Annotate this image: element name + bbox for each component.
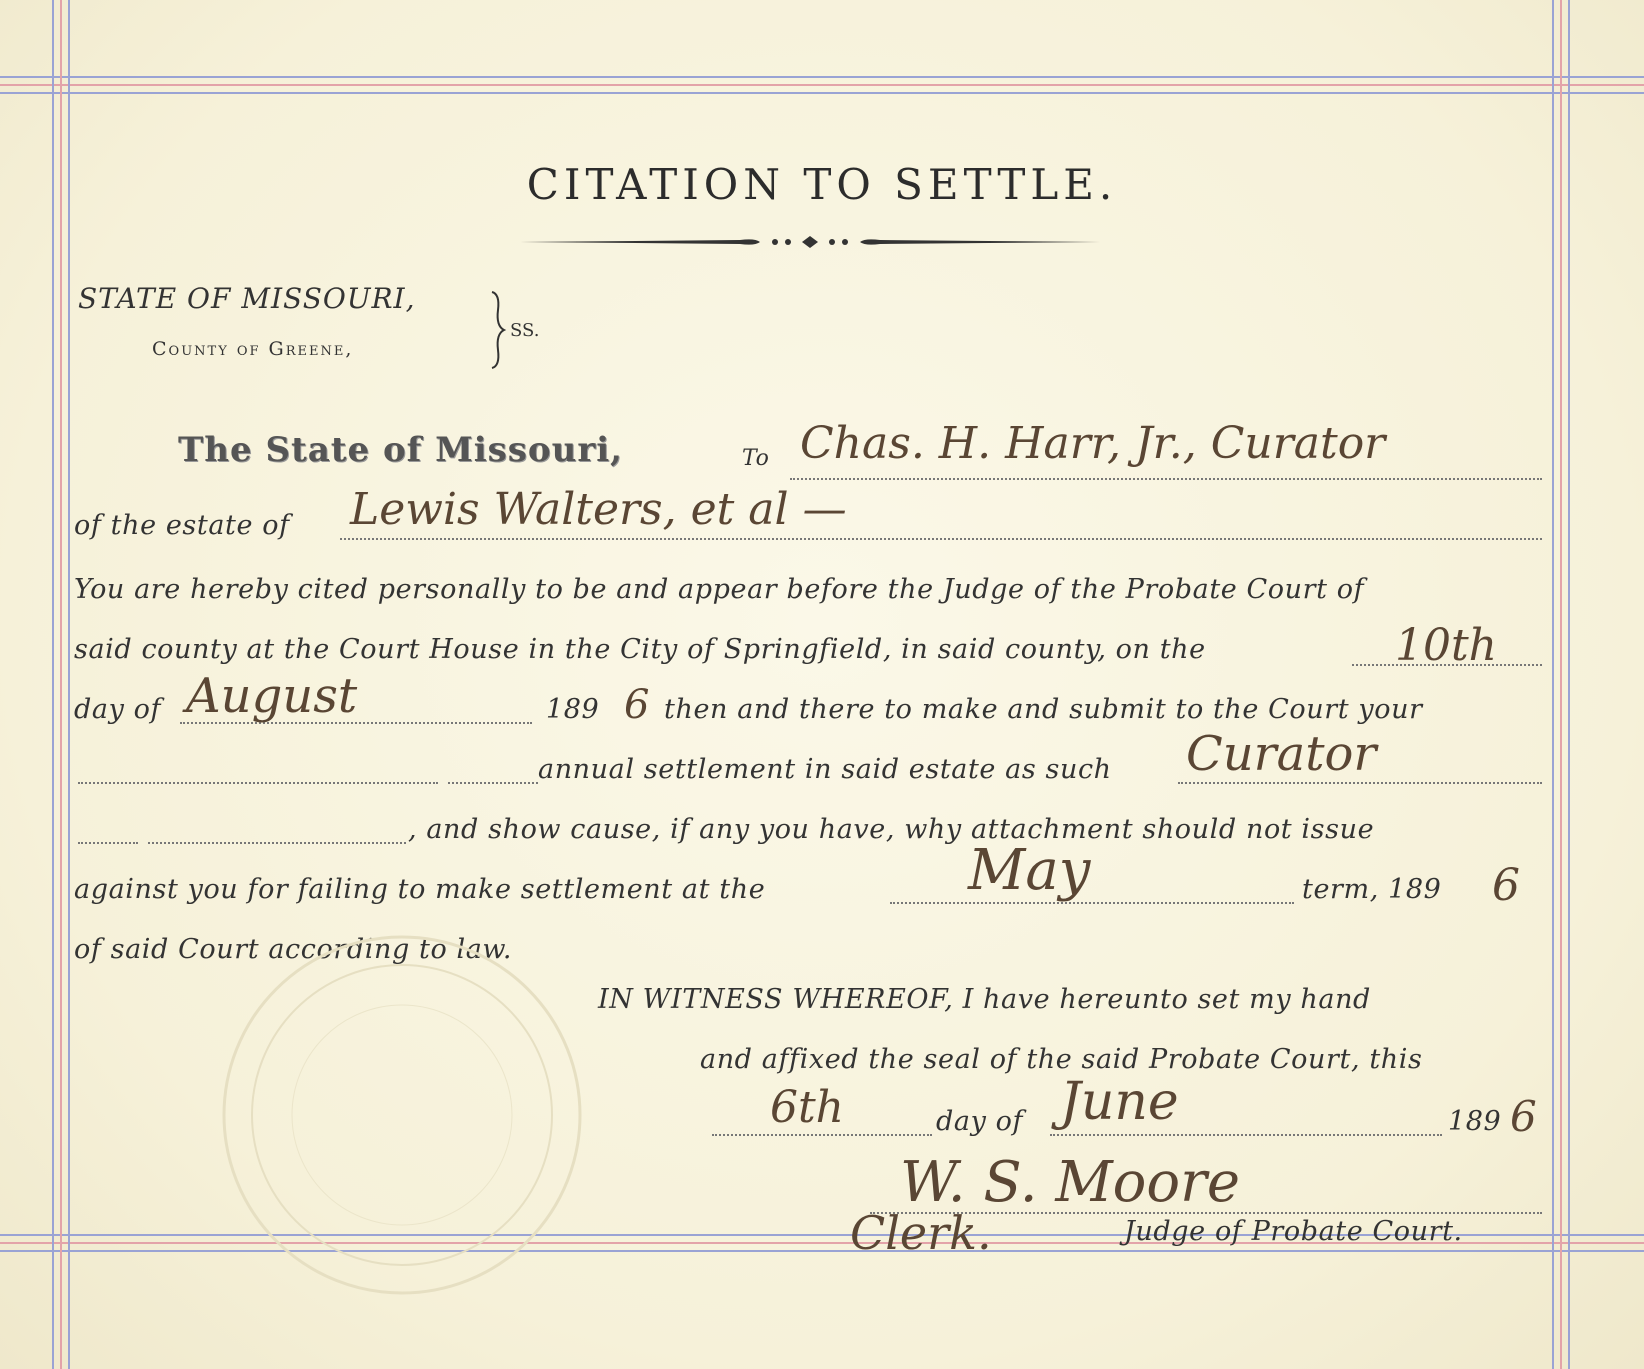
witness-line-2: and affixed the seal of the said Probate Court, this [700, 1044, 1423, 1075]
venue-county: County of Greene, [152, 338, 354, 360]
body-line-1: You are hereby cited personally to be and appear before the Judge of the Probate Court of [74, 574, 1365, 605]
body-line-6-suffix: term, 189 [1302, 874, 1442, 905]
witness-year-digit-handwriting: 6 [1510, 1092, 1537, 1141]
capacity-line [1178, 782, 1542, 784]
judge-label: Judge of Probate Court. [1124, 1216, 1463, 1247]
recipient-line [790, 478, 1542, 480]
capacity-handwriting: Curator [1186, 726, 1377, 782]
witness-month-handwriting: June [1060, 1072, 1179, 1132]
blank-line [448, 782, 538, 784]
recipient-handwriting: Chas. H. Harr, Jr., Curator [800, 418, 1386, 469]
year-prefix: 189 [546, 694, 600, 725]
document-title: CITATION TO SETTLE. [526, 160, 1118, 209]
blank-line [78, 842, 138, 844]
month-handwriting: August [186, 668, 358, 724]
body-line-7: of said Court according to law. [74, 934, 513, 965]
estate-line [340, 538, 1542, 540]
witness-day-line [712, 1134, 932, 1136]
witness-day-label: day of [936, 1106, 1024, 1137]
border-rule [0, 92, 1644, 94]
blank-line [78, 782, 438, 784]
year-digit-handwriting: 6 [624, 682, 650, 728]
border-rule [0, 84, 1644, 86]
body-line-3-prefix: day of [74, 694, 162, 725]
body-line-5: , and show cause, if any you have, why attachment should not issue [408, 814, 1375, 845]
signature-handwriting: W. S. Moore [900, 1150, 1241, 1215]
body-line-2: said county at the Court House in the City of Springfield, in said county, on the [74, 634, 1206, 665]
border-rule [0, 76, 1644, 78]
term-line [890, 902, 1294, 904]
body-line-6-prefix: against you for failing to make settlement at the [74, 874, 766, 905]
term-handwriting: May [968, 838, 1091, 903]
embossed-seal [212, 925, 592, 1305]
witness-line-1: IN WITNESS WHEREOF, I have hereunto set my hand [598, 984, 1371, 1015]
witness-month-line [1050, 1134, 1442, 1136]
estate-handwriting: Lewis Walters, et al — [350, 484, 847, 535]
title-ornament [520, 232, 1100, 252]
body-line-3-suffix: then and there to make and submit to the Court your [664, 694, 1423, 725]
venue-state: STATE OF MISSOURI, [78, 282, 416, 315]
day-handwriting: 10th [1395, 620, 1498, 671]
greeting-heading: The State of Missouri, [178, 430, 623, 470]
body-line-4: annual settlement in said estate as such [538, 754, 1112, 785]
brace-icon [488, 290, 508, 370]
blank-line [148, 842, 406, 844]
to-label: To [742, 446, 770, 471]
witness-day-handwriting: 6th [770, 1082, 845, 1133]
clerk-handwriting: Clerk. [850, 1206, 992, 1260]
of-estate-label: of the estate of [74, 510, 290, 541]
venue-ss: SS. [510, 320, 540, 341]
witness-year-prefix: 189 [1448, 1106, 1502, 1137]
term-year-digit-handwriting: 6 [1492, 860, 1520, 911]
